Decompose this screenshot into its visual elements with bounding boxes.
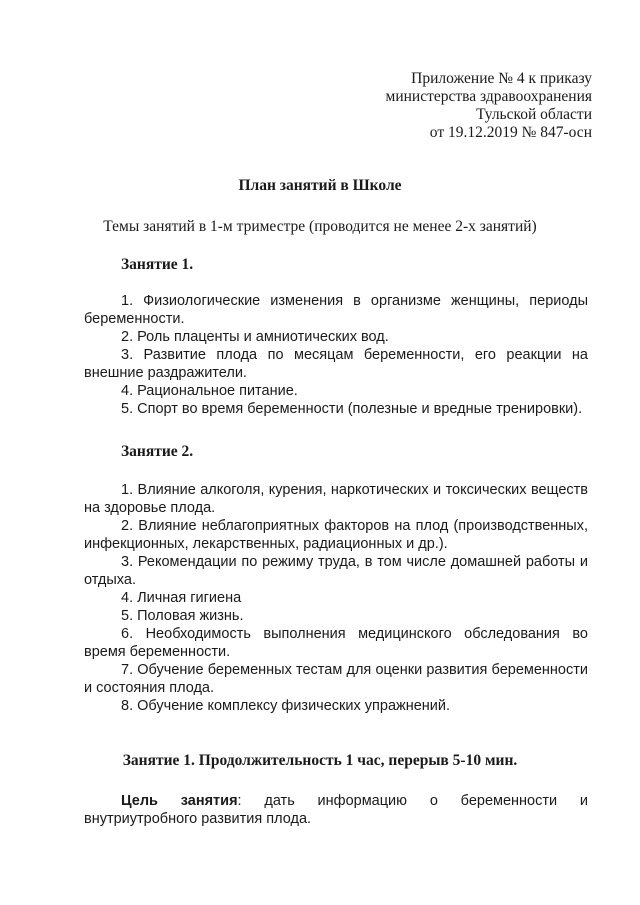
appendix-line: Тульской области: [476, 106, 592, 123]
trimester-subtitle: Темы занятий в 1-м триместре (проводится не менее 2-х занятий): [103, 218, 537, 235]
lesson-duration-heading: Занятие 1. Продолжительность 1 час, перерыв 5-10 мин.: [122, 752, 518, 769]
goal-label: Цель занятия: [121, 793, 238, 809]
appendix-line: министерства здравоохранения: [385, 88, 592, 105]
lesson-2-heading: Занятие 2.: [121, 443, 194, 460]
lesson-1-topics: [84, 292, 588, 418]
list-item: 4. Рациональное питание.: [121, 383, 298, 399]
appendix-line: от 19.12.2019 № 847-осн: [429, 124, 592, 141]
lesson-1-heading: Занятие 1.: [121, 256, 194, 273]
appendix-block: [332, 70, 592, 142]
list-item: 1. Влияние алкоголя, курения, наркотических и токсических веществ на здоровье плода.: [84, 482, 588, 516]
list-item: 6. Необходимость выполнения медицинского обследования во время беременности.: [84, 626, 588, 660]
list-item: 4. Личная гигиена: [121, 590, 242, 606]
lesson-2-topics: [84, 481, 588, 715]
list-item: 2. Влияние неблагоприятных факторов на плод (производственных, инфекционных, лекарственных, радиационных и др.).: [84, 518, 588, 552]
list-item: 7. Обучение беременных тестам для оценки развития беременности и состояния плода.: [84, 662, 588, 696]
list-item: 3. Развитие плода по месяцам беременности, его реакции на внешние раздражители.: [84, 347, 588, 381]
list-item: 5. Спорт во время беременности (полезные и вредные тренировки).: [121, 401, 583, 417]
lesson-goal: [84, 792, 588, 828]
appendix-line: Приложение № 4 к приказу: [411, 70, 592, 87]
document-title: План занятий в Школе: [238, 177, 402, 194]
list-item: 2. Роль плаценты и амниотических вод.: [121, 329, 389, 345]
goal-colon: :: [237, 793, 242, 809]
goal-text: дать информацию о беременности и внутриутробного развития плода.: [84, 793, 589, 827]
list-item: 8. Обучение комплексу физических упражнений.: [121, 698, 451, 714]
list-item: 3. Рекомендации по режиму труда, в том числе домашней работы и отдыха.: [84, 554, 588, 588]
list-item: 5. Половая жизнь.: [121, 608, 244, 624]
list-item: 1. Физиологические изменения в организме женщины, периоды беременности.: [84, 293, 588, 327]
